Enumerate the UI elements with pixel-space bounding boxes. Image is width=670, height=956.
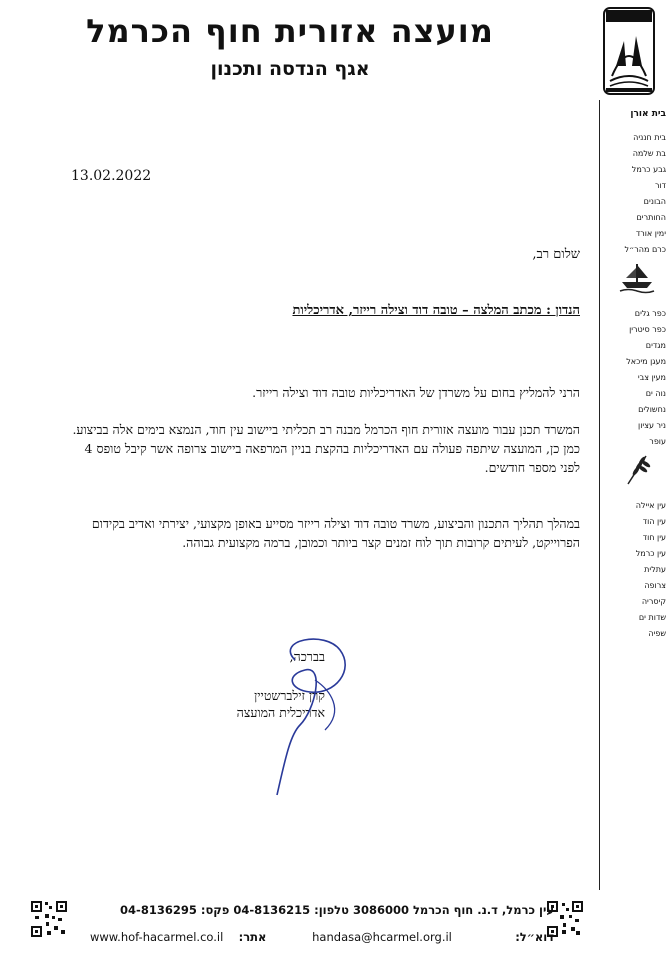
list-item: מעגן מיכאל: [626, 357, 666, 366]
closing-salutation: בברכה,: [289, 649, 325, 664]
list-item: ניר עציון: [638, 421, 666, 430]
list-item: עין הוד: [642, 517, 666, 526]
qr-code-icon: [30, 900, 68, 938]
ship-icon: [618, 260, 656, 294]
department-subtitle: אגף הנדסה ותכנון: [210, 58, 370, 80]
wheat-icon: [618, 452, 656, 486]
list-item: צרופה: [644, 581, 666, 590]
list-item: החותרים: [636, 213, 666, 222]
list-item: בית חנניה: [633, 133, 666, 142]
list-item: בת שלמה: [632, 149, 666, 158]
signer-name: קרן זילברשטיין: [254, 688, 325, 703]
list-item: עתלית: [644, 565, 666, 574]
list-item: גבע כרמל: [631, 165, 666, 174]
list-item: עין איילה: [635, 501, 666, 510]
list-item: דור: [654, 181, 666, 190]
list-item: כרם מהר״ל: [624, 245, 666, 254]
list-item: עין חוד: [642, 533, 666, 542]
letter-date: 13.02.2022: [71, 168, 152, 184]
list-item: שדות ים: [638, 613, 666, 622]
letter-subject: הנדון : מכתב המלצה – טובה דוד וצילה רייזר, אדריכליות: [292, 303, 580, 318]
sidebar-group-title: בית אורן: [630, 109, 666, 119]
list-item: כפר גלים: [634, 309, 666, 318]
letter-greeting: שלום רב,: [532, 247, 580, 262]
list-item: ימין אורד: [635, 229, 666, 238]
list-item: נוה ים: [645, 389, 666, 398]
council-name-title: מועצה אזורית חוף הכרמל: [86, 12, 494, 50]
list-item: מעין צבי: [637, 373, 666, 382]
footer-email: [312, 930, 554, 944]
list-item: הבונים: [643, 197, 666, 206]
signer-title: אדריכלית המועצה: [236, 705, 325, 720]
letter-paragraph: המשרד תכנן עבור מועצה אזורית חוף הכרמל מבנה רב תכליתי ביישוב עין חוד, הנמצא בימים אלה בביצוע. כמן כן, המועצה שיתפה פעולה עם האדריכליות בהקצת בניין המרפאה ביישוב צרופה אשר קיבל טופס 4 לפני מספר חודשים.: [72, 422, 580, 475]
list-item: מגדים: [645, 341, 666, 350]
list-item: קיסריה: [641, 597, 666, 606]
letter-paragraph: במהלך תהליך התכנון והביצוע, משרד טובה דוד וצילה רייזר מסייע באופן מקצועי, יצירתי ואדיב בקידום הפרוייקט, לעיתים קרובות תוך לוח זמנים קצר ביותר וכמובן, ברמה מקצועית גבוהה.: [91, 516, 580, 550]
footer-address: עין כרמל, ד.נ. חוף הכרמל 3086000 טלפון: 04-8136215 פקס: 04-8136295: [120, 903, 554, 917]
email-label: דוא״ל:: [515, 930, 554, 944]
list-item: נחשולים: [638, 405, 666, 414]
list-item: כפר סיטרין: [629, 325, 666, 334]
website-label: אתר:: [238, 930, 267, 944]
list-item: שפיה: [648, 629, 666, 638]
footer-website: [90, 930, 266, 944]
settlements-sidebar: [594, 106, 666, 642]
website-link[interactable]: www.hof-hacarmel.co.il: [90, 930, 224, 944]
handwritten-signature: [255, 620, 365, 800]
council-logo: [602, 6, 656, 98]
list-item: עופר: [649, 437, 666, 446]
list-item: עין כרמל: [635, 549, 666, 558]
letter-paragraph: הרני להמליץ בחום על משרדן של האדריכליות טובה דוד וצילה רייזר.: [252, 385, 580, 400]
email-link[interactable]: handasa@hcarmel.org.il: [312, 930, 452, 944]
